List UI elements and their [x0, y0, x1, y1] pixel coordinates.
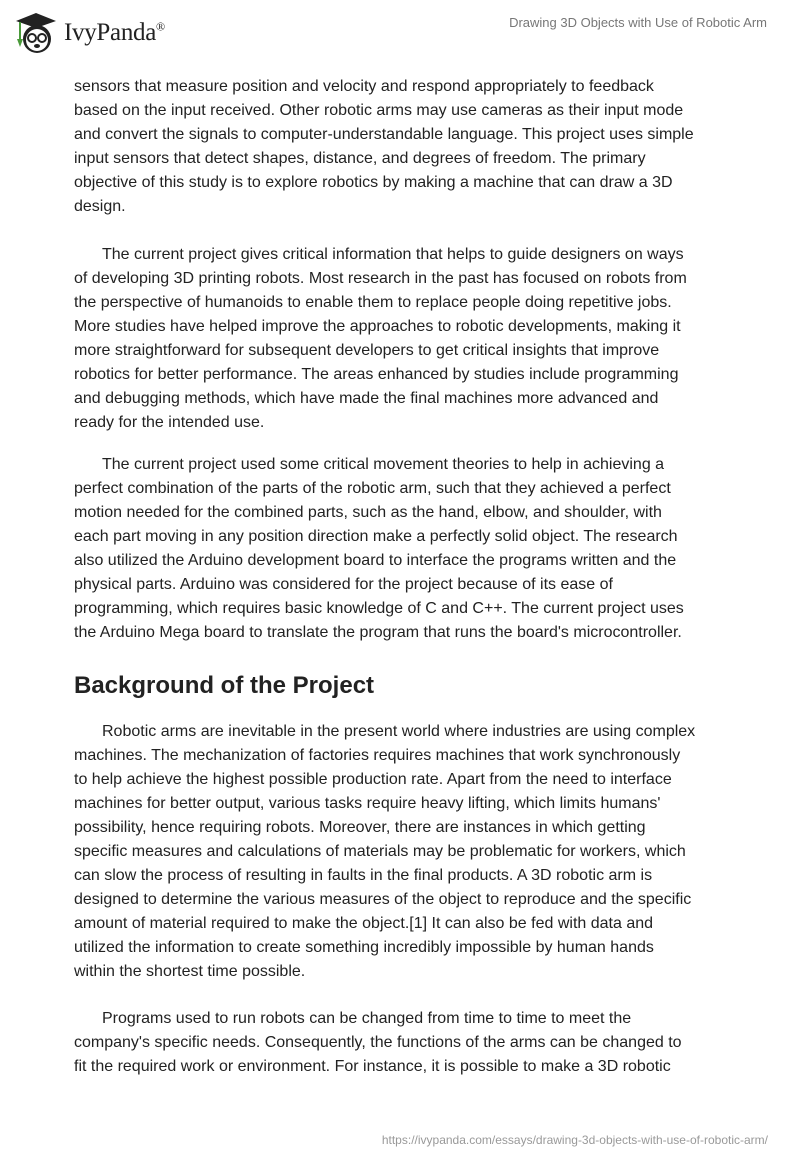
text-line: machines. The mechanization of factories requires machines that work synchronously — [74, 747, 681, 764]
text-line: The current project gives critical information that helps to guide designers on ways — [102, 246, 684, 263]
text-line: of developing 3D printing robots. Most research in the past has focused on robots from — [74, 270, 687, 287]
text-line: input sensors that detect shapes, distance, and degrees of freedom. The primary — [74, 150, 646, 167]
text-line: the perspective of humanoids to enable them to replace people doing repetitive jobs. — [74, 294, 672, 311]
text-line: designed to determine the various measures of the object to reproduce and the specific — [74, 891, 692, 908]
logo-text: IvyPanda® — [64, 19, 165, 46]
text-line: possibility, hence requiring robots. Moreover, there are instances in which getting — [74, 819, 646, 836]
text-line: amount of material required to make the object.[1] It can also be fed with data and — [74, 915, 654, 932]
text-line: ready for the intended use. — [74, 414, 265, 431]
text-line: and convert the signals to computer-understandable language. This project uses simple — [74, 126, 694, 143]
text-line: motion needed for the combined parts, such as the hand, elbow, and shoulder, with — [74, 504, 662, 521]
text-line: within the shortest time possible. — [74, 963, 306, 980]
text-line: robotics for better performance. The areas enhanced by studies include programming — [74, 366, 679, 383]
text-line: based on the input received. Other robotic arms may use cameras as their input mode — [74, 102, 684, 119]
text-line: and debugging methods, which have made the final machines more advanced and — [74, 390, 659, 407]
text-line: also utilized the Arduino development board to interface the programs written and the — [74, 552, 677, 569]
paragraph — [74, 75, 754, 219]
text-line: programming, which requires basic knowledge of C and C++. The current project uses — [74, 600, 684, 617]
text-line: perfect combination of the parts of the robotic arm, such that they achieved a perfect — [74, 480, 671, 497]
text-line: more straightforward for subsequent developers to get critical insights that improve — [74, 342, 660, 359]
text-line: physical parts. Arduino was considered for the project because of its ease of — [74, 576, 613, 593]
text-line: fit the required work or environment. For instance, it is possible to make a 3D robotic — [74, 1058, 671, 1075]
text-line: More studies have helped improve the approaches to robotic developments, making it — [74, 318, 681, 335]
text-line: machines for better output, various tasks require heavy lifting, which limits humans' — [74, 795, 661, 812]
paragraph — [74, 453, 754, 645]
text-line: the Arduino Mega board to translate the program that runs the board's microcontroller. — [74, 624, 682, 641]
text-line: Programs used to run robots can be changed from time to time to meet the — [102, 1010, 632, 1027]
text-line: sensors that measure position and velocity and respond appropriately to feedback — [74, 78, 654, 95]
text-line: specific measures and calculations of materials may be problematic for workers, which — [74, 843, 686, 860]
text-line: company's specific needs. Consequently, the functions of the arms can be changed to — [74, 1034, 682, 1051]
text-line: can slow the process of resulting in faults in the final products. A 3D robotic arm is — [74, 867, 653, 884]
text-line: utilized the information to create something incredibly impossible by human hands — [74, 939, 654, 956]
paragraph — [74, 243, 754, 435]
document-title: Drawing 3D Objects with Use of Robotic Arm — [509, 15, 767, 30]
text-line: Robotic arms are inevitable in the present world where industries are using complex — [102, 723, 696, 740]
paragraph — [74, 720, 754, 984]
panda-graduate-icon — [12, 9, 60, 57]
section-heading: Background of the Project — [74, 672, 375, 699]
text-line: design. — [74, 198, 126, 215]
text-line: objective of this study is to explore robotics by making a machine that can draw a 3D — [74, 174, 673, 191]
ivypanda-logo[interactable] — [12, 9, 165, 57]
text-line: to help achieve the highest possible production rate. Apart from the need to interface — [74, 771, 672, 788]
text-line: The current project used some critical movement theories to help in achieving a — [102, 456, 665, 473]
paragraph — [74, 1007, 754, 1079]
text-line: each part moving in any position direction make a perfectly solid object. The research — [74, 528, 678, 545]
footer-url[interactable]: https://ivypanda.com/essays/drawing-3d-objects-with-use-of-robotic-arm/ — [381, 1133, 768, 1147]
